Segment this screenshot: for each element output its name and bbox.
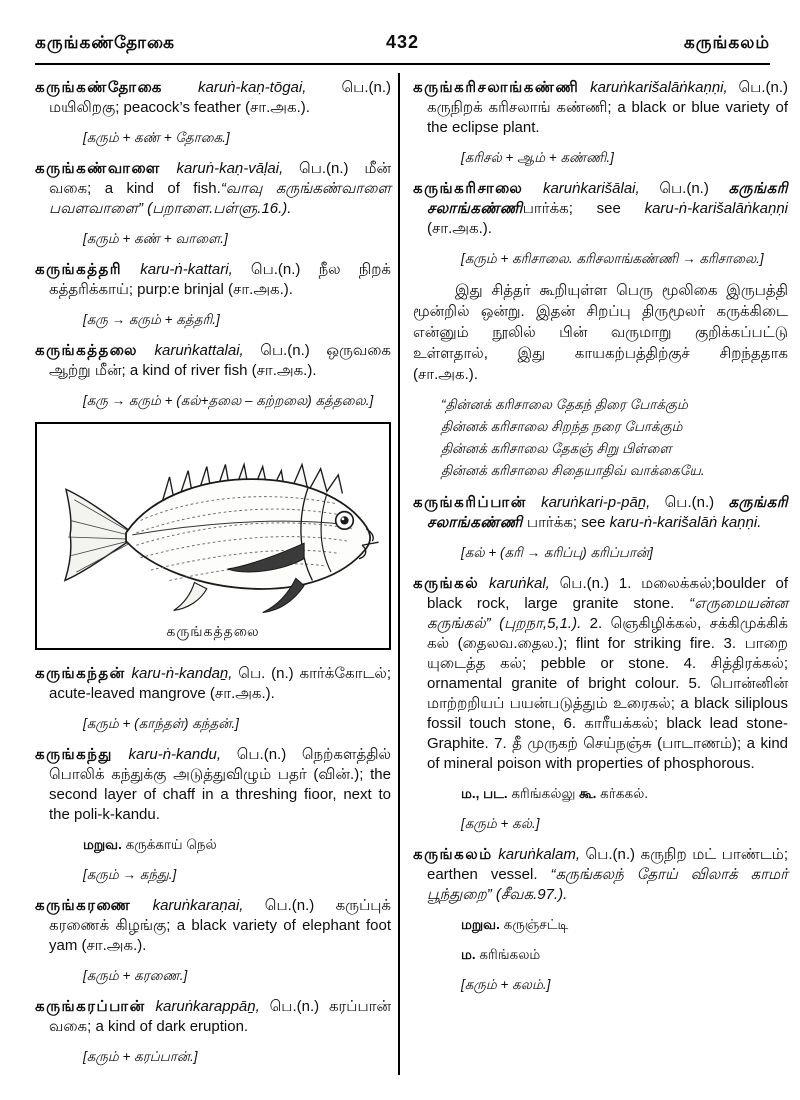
text-segment: [கரும் + (காந்தள்) கந்தன்.] (83, 716, 239, 731)
text-segment: karu-ṅ-karišalāṅkaṇṇi (644, 200, 788, 217)
page-header (35, 0, 770, 65)
text-segment (161, 160, 177, 177)
text-segment: கருங்கந்து (35, 746, 113, 763)
text-segment: கரிங்கல்லு (507, 786, 580, 801)
text-segment: karu-ṅ-kandaṉ, (131, 665, 233, 682)
text-segment: பெ.(n.) (650, 494, 729, 511)
text-segment: கருங்கத்தரி (35, 261, 123, 278)
text-segment: பார்க்க; see (522, 200, 645, 217)
text-segment: பெ.(n.) கருப்புக் கரணைக் கிழங்கு; a black variety of elephant foot yam (சா.அக.). (49, 897, 391, 954)
dictionary-entry (413, 574, 788, 774)
variant-note (461, 916, 788, 934)
text-segment (523, 180, 543, 197)
text-segment: karu-ṅ-kattari, (140, 261, 233, 278)
text-segment: karuṅ-kaṇ-tōgai, (197, 79, 307, 96)
left-column (35, 78, 391, 1078)
text-segment: கருங்கரி சலாங்கண்ணி (427, 180, 788, 217)
running-head-left: கருங்கண்தோகை (35, 33, 176, 52)
text-segment: “எருமையன்ன கருங்கல்” (புறநா,5,1.). (427, 595, 788, 632)
text-segment: பெ.(n.) 1. மலைக்கல்;boulder of black rock, large granite stone. (427, 575, 789, 612)
dictionary-entry (413, 493, 788, 533)
text-segment: [கரும் + கரிசாலை. கரிசலாங்கண்ணி → கரிசாலை.] (461, 251, 764, 266)
text-segment: ம. (461, 947, 476, 962)
text-segment: கருங்கலம் (413, 846, 493, 863)
text-segment (122, 261, 140, 278)
text-segment: கருங்கரி சலாங்கண்ணி (427, 494, 789, 531)
text-segment (113, 746, 129, 763)
etymology-line (83, 967, 391, 985)
text-segment: [கரு → கரும் + கத்தரி.] (83, 312, 220, 327)
two-column-text (0, 65, 800, 1078)
dictionary-entry (413, 179, 788, 239)
text-segment: கரிங்கலம் (475, 947, 541, 962)
text-segment: பெ. (n.) கார்க்கோடல்; acute-leaved mangrove (சா.அக.). (49, 665, 391, 702)
text-segment: karuṅkaraṇai, (152, 897, 244, 914)
etymology-line (461, 544, 788, 562)
text-segment: பெ.(n.) (639, 180, 729, 197)
dictionary-entry (35, 341, 391, 381)
text-segment: [கரும் → கந்து.] (83, 867, 177, 882)
text-segment: பெ.(n.) மயிலிறகு; peacock’s feather (சா.அக.). (49, 79, 391, 116)
text-segment: கருங்கரணை (35, 897, 132, 914)
fish-anal-fin (174, 583, 207, 611)
text-segment: [கரும் + கரப்பான்.] (83, 1049, 198, 1064)
text-segment: பெ.(n.) நெற்களத்தில் பொலிக் கந்துக்கு அடுத்துவிழும் பதர் (வின்.); the second layer of chaff in a threshing fioor, next to the poli-k-kandu. (49, 746, 391, 823)
text-segment: கருங்கரிசலாங்கண்ணி (413, 79, 580, 96)
verse-line (441, 439, 788, 458)
text-segment: “கருங்கலந் தோய் விலாக் காமர் பூந்துறை” (சீவக.97.). (427, 866, 788, 903)
etymology-line (83, 866, 391, 884)
text-segment: பெ.(n.) நீல நிறக் கத்தரிக்காய்; purp:e brinjal (சா.அக.). (49, 261, 392, 298)
text-segment: பெ.(n.) ஒருவகை ஆற்று மீன்; a kind of river fish (சா.அக.). (49, 342, 391, 379)
text-segment: [கரும் + கண் + வாளை.] (83, 231, 228, 246)
text-segment: பெ.(n.) கருநிற மட் பாண்டம்; earthen vessel. (427, 846, 788, 883)
dictionary-entry (413, 845, 788, 905)
text-segment: karuṅkari-p-pāṉ, (541, 494, 651, 511)
text-segment: ம., பட. (461, 786, 508, 801)
dictionary-entry (413, 78, 788, 138)
text-segment: “வாவு கருங்கண்வாளை பவளவாளை” (பறாளை.பள்ளு.16.). (49, 180, 391, 217)
text-segment: [கரும் + கலம்.] (461, 977, 551, 992)
variant-note (83, 836, 391, 854)
text-segment: [கல் + (கரி → கரிப்பு) கரிப்பான்] (461, 545, 653, 560)
etymology-line (461, 815, 788, 833)
verse-line (441, 461, 788, 480)
text-segment: கருங்கரிப்பான் (413, 494, 527, 511)
fish-tail-fin (65, 489, 132, 580)
verse-line (441, 395, 788, 414)
text-segment: karuṅkarappāṉ, (155, 998, 260, 1015)
variant-note (461, 946, 788, 964)
text-segment: “தின்னக் கரிசாலை தேகந் திரை போக்கும் (441, 397, 688, 412)
etymology-line (461, 250, 788, 268)
fish-figure (35, 422, 391, 650)
text-segment: கருஞ்சட்டி (499, 917, 569, 932)
text-segment: 2. ஞெகிழிக்கல், சக்கிமுக்கிக் கல் (தைலவ.தைல.); flint for striking fire. 3. பாறை யுடைத்த கல்; pebble or stone. 4. சித்திரக்கல்; ornamental granite of bright colour. 5. பொன்னின் மாற்றறியப் பயன்படுத்தும் உரைகல்; a black siliplous fossil touch stone, 6. காரீயக்கல்; black lead stone-Graphite. 7. தீ முருகற் செய்நஞ்சு (பாடாணம்); a kind of mineral poison with properties of phosphorous. (427, 615, 788, 772)
text-segment: karuṅ-kaṇ-vāḷai, (176, 160, 284, 177)
fish-illustration (37, 424, 389, 622)
dictionary-entry (35, 159, 391, 219)
etymology-line (83, 392, 391, 410)
text-segment: karuṅkal, (488, 575, 550, 592)
text-segment: தின்னக் கரிசாலை சிதையாதிவ் வாக்கையே. (441, 463, 705, 478)
etymology-line (83, 230, 391, 248)
etymology-line (83, 129, 391, 147)
page-number: 432 (385, 32, 420, 52)
text-segment: karu-ṅ-kandu, (128, 746, 222, 763)
text-segment: மறுவ. (83, 837, 122, 852)
text-segment: [கரு → கரும் + (கல்+தலை – கற்றலை) கத்தலை.] (83, 393, 374, 408)
running-head-right: கருங்கலம் (683, 33, 771, 52)
text-segment: கருங்கல் (413, 575, 480, 592)
etymology-line (83, 715, 391, 733)
text-segment: கருங்கண்வாளை (35, 160, 161, 177)
text-segment: [கரும் + கரணை.] (83, 968, 188, 983)
text-segment: [கரும் + கல்.] (461, 816, 540, 831)
dictionary-entry (35, 745, 391, 825)
text-segment: karuṅkattalai, (154, 342, 244, 359)
etymology-line (461, 976, 788, 994)
text-segment (131, 897, 152, 914)
dictionary-entry (35, 260, 391, 300)
dictionary-entry (35, 664, 391, 704)
text-segment: (சா.அக.). (427, 220, 492, 237)
dictionary-entry (35, 896, 391, 956)
dictionary-entry (35, 997, 391, 1037)
text-segment: பெ.(n.) மீன் வகை; a kind of fish. (49, 160, 392, 197)
text-segment: பெ.(n.) கருநிறக் கரிசலாங் கண்ணி; a black or blue variety of the eclipse plant. (427, 79, 788, 136)
text-segment: karuṅkarišālai, (542, 180, 640, 197)
text-segment: பெ.(n.) கரப்பான் வகை; a kind of dark eruption. (49, 998, 392, 1035)
text-segment: [கரும் + கண் + தோகை.] (83, 130, 230, 145)
text-segment: [கரிசல் + ஆம் + கண்ணி.] (461, 150, 614, 165)
text-segment: பார்க்க; see (522, 514, 610, 531)
text-segment: கருங்கண்தோகை (35, 79, 163, 96)
figure-caption: கருங்கத்தலை (166, 623, 260, 639)
text-segment: கருங்கரிசாலை (413, 180, 524, 197)
column-divider (398, 73, 400, 1075)
column-gap (391, 78, 413, 1078)
etymology-line (461, 149, 788, 167)
text-segment: தின்னக் கரிசாலை தேகஞ் சிறு பிள்ளை (441, 441, 672, 456)
text-segment (138, 342, 155, 359)
text-segment (479, 575, 489, 592)
text-segment (527, 494, 541, 511)
dictionary-entry (35, 78, 391, 118)
text-segment: தின்னக் கரிசாலை சிறந்த நரை போக்கும் (441, 419, 683, 434)
text-segment: karuṅkarišalāṅkaṇṇi, (590, 79, 728, 96)
text-segment: கருக்காய் நெல் (121, 837, 217, 852)
text-segment (579, 79, 590, 96)
text-segment: கருங்கந்தன் (35, 665, 126, 682)
text-segment: கருங்கத்தலை (35, 342, 138, 359)
variant-note (461, 785, 788, 803)
text-segment (146, 998, 156, 1015)
right-column (413, 78, 788, 1078)
text-segment: மறுவ. (461, 917, 500, 932)
text-segment: கூ. (579, 786, 597, 801)
etymology-line (83, 311, 391, 329)
verse-line (441, 417, 788, 436)
text-segment: karuṅkalam, (498, 846, 580, 863)
text-segment: இது சித்தர் கூறியுள்ள பெரு மூலிகை இருபத்தி மூன்றில் ஒன்று. இதன் சிறப்பு திருமூலர் கருக்கிடை என்னும் நூலில் பின் வருமாறு குறிக்கப்பட்டு உள்ளதால், இது காயகற்பத்திற்குச் சிறந்ததாக (சா.அக.). (413, 282, 788, 383)
text-segment: கருங்கரப்பான் (35, 998, 146, 1015)
text-segment: கர்ககல். (596, 786, 649, 801)
text-segment: karu-ṅ-karišalāṅ kaṇṇi. (609, 514, 762, 531)
prose-note (413, 280, 788, 385)
etymology-line (83, 1048, 391, 1066)
text-segment (163, 79, 198, 96)
